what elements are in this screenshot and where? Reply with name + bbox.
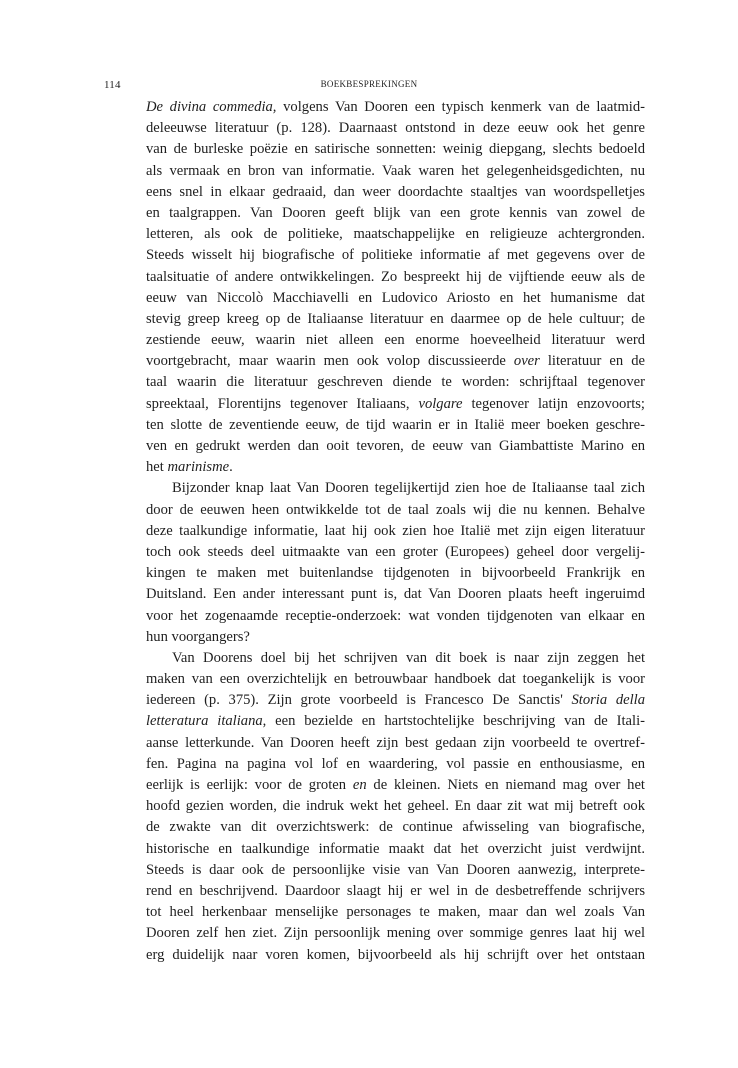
text-line xyxy=(146,733,645,754)
text-line xyxy=(146,817,645,838)
text-line xyxy=(146,139,645,160)
text-segment: het xyxy=(146,459,168,476)
text-line xyxy=(146,500,645,521)
text-line xyxy=(146,330,645,351)
text-line xyxy=(146,669,645,690)
text-segment: fen. Pagina na pagina vol lof en waardering, vol passie en enthousiasme, en xyxy=(146,755,645,772)
text-line xyxy=(146,881,645,902)
text-segment: zestiende eeuw, waarin niet alleen een enorme hoeveelheid literatuur werd xyxy=(146,332,645,349)
text-line xyxy=(146,182,645,203)
text-segment: taal waarin die literatuur geschreven diende te worden: schrijftaal tegenover xyxy=(146,374,645,391)
text-segment: ven en gedrukt werden dan ooit tevoren, de eeuw van Giambattiste Marino en xyxy=(146,438,645,454)
body-text xyxy=(146,97,645,966)
text-segment: Bijzonder knap laat Van Dooren tegelijkertijd zien hoe de Italiaanse taal zich xyxy=(172,480,645,497)
text-segment: tot heel herkenbaar menselijke personages te maken, maar dan wel zoals Van xyxy=(146,904,645,921)
text-segment: Duitsland. Een ander interessant punt is, dat Van Dooren plaats heeft ingeruimd xyxy=(146,586,645,603)
text-segment: aanse letterkunde. Van Dooren heeft zijn best gedaan zijn voorbeeld te overtref- xyxy=(146,734,645,751)
text-segment: volgens Van Dooren een typisch kenmerk van de laatmid- xyxy=(276,99,645,115)
text-segment: de kleinen. Niets en niemand mag over het xyxy=(366,777,645,793)
text-segment: , een bezielde en hartstochtelijke beschrijving van de Itali- xyxy=(262,713,645,730)
running-head: BOEKBESPREKINGEN xyxy=(320,79,418,89)
italic-text: over xyxy=(513,353,540,370)
text-line xyxy=(146,584,645,605)
text-segment: . xyxy=(229,459,233,476)
text-segment: eeuw van Niccolò Macchiavelli en Ludovico Ariosto en het humanisme dat xyxy=(146,289,645,306)
text-line xyxy=(146,415,645,436)
text-line xyxy=(146,839,645,860)
text-line xyxy=(146,457,645,478)
text-segment: toch ook steeds deel uitmaakte van een groter (Europees) geheel door vergelij- xyxy=(146,543,645,560)
italic-text: De divina commedia, xyxy=(146,99,277,115)
italic-text: letteratura italiana xyxy=(146,713,263,730)
text-line xyxy=(146,627,645,648)
text-segment: deleeuwse literatuur (p. 128). Daarnaast ontstond in deze eeuw ook het genre xyxy=(146,120,645,137)
text-line xyxy=(146,309,645,330)
text-segment: eerlijk is eerlijk: voor de groten xyxy=(146,777,353,793)
text-line xyxy=(146,161,645,182)
page-number: 114 xyxy=(104,79,121,91)
text-segment: eens snel in elkaar gedraaid, dan weer doordachte staaltjes van woordspelletjes xyxy=(146,183,645,200)
text-segment: historische en taalkundige informatie maakt dat het overzicht juist verdwijnt. xyxy=(146,840,645,857)
text-segment: spreektaal, Florentijns tegenover Italiaans, xyxy=(146,395,419,412)
text-line xyxy=(146,923,645,944)
text-segment: stevig greep kreeg op de Italiaanse literatuur en daarmee op de hele cultuur; de xyxy=(146,310,645,327)
text-segment: ten slotte de zeventiende eeuw, de tijd waarin er in Italië meer boeken geschre- xyxy=(146,416,645,433)
text-line xyxy=(146,542,645,563)
text-line xyxy=(146,711,645,732)
text-line xyxy=(146,945,645,966)
text-line xyxy=(146,648,645,669)
text-line xyxy=(146,563,645,584)
text-segment: door de eeuwen heen ontwikkelde tot de taal zoals wij die nu kennen. Behalve xyxy=(146,501,645,518)
text-segment: tegenover latijn enzovoorts; xyxy=(462,395,645,412)
text-line xyxy=(146,351,645,372)
text-segment: voor het zogenaamde receptie-onderzoek: wat vonden tijdgenoten van elkaar en xyxy=(146,607,645,624)
text-segment: Dooren zelf hen ziet. Zijn persoonlijk mening over sommige genres laat hij wel xyxy=(146,925,645,942)
text-line xyxy=(146,372,645,393)
text-segment: hun voorgangers? xyxy=(146,628,250,645)
text-segment: voortgebracht, maar waarin men ook volop discussieerde xyxy=(146,353,514,370)
text-line xyxy=(146,394,645,415)
text-segment: van de burleske poëzie en satirische sonnetten: weinig diepgang, slechts bedoeld xyxy=(146,141,645,158)
text-segment: de zwakte van dit overzichtswerk: de continue afwisseling van biografische, xyxy=(146,819,645,836)
text-segment: als vermaak en bron van informatie. Vaak waren het gelegenheidsgedichten, nu xyxy=(146,162,645,179)
text-segment: kingen te maken met buitenlandse tijdgenoten in bijvoorbeeld Frankrijk en xyxy=(146,565,645,582)
text-line xyxy=(146,860,645,881)
text-line xyxy=(146,690,645,711)
text-line xyxy=(146,796,645,817)
text-segment: maken van een overzichtelijk en betrouwbaar handboek dat toegankelijk is voor xyxy=(146,671,645,688)
text-segment: Van Doorens doel bij het schrijven van dit boek is naar zijn zeggen het xyxy=(172,649,645,666)
text-segment: en taalgrappen. Van Dooren geeft blijk van een grote kennis van zowel de xyxy=(146,204,645,221)
italic-text: volgare xyxy=(418,395,463,412)
text-segment: rend en beschrijvend. Daardoor slaagt hij er wel in de desbetreffende schrijvers xyxy=(146,882,645,899)
text-segment: taalsituatie of andere ontwikkelingen. Zo bespreekt hij de vijftiende eeuw als de xyxy=(146,268,645,285)
text-segment: deze taalkundige informatie, laat hij ook zien hoe Italië met zijn eigen literatuur xyxy=(146,522,645,539)
text-line xyxy=(146,436,645,457)
text-segment: hoofd gezien worden, die indruk wekt het geheel. En daar zit wat mij betreft ook xyxy=(146,798,645,815)
text-segment: letteren, als ook de politieke, maatschappelijke en religieuze achtergronden. xyxy=(146,226,645,243)
text-line xyxy=(146,245,645,266)
text-line xyxy=(146,267,645,288)
italic-text: marinisme xyxy=(167,459,230,476)
text-segment: Steeds is daar ook de persoonlijke visie van Van Dooren aanwezig, interprete- xyxy=(146,861,645,878)
text-line xyxy=(146,97,645,118)
text-line xyxy=(146,775,645,796)
text-line xyxy=(146,118,645,139)
text-segment: Steeds wisselt hij biografische of politieke informatie af met gegevens over de xyxy=(146,247,645,264)
italic-text: en xyxy=(352,777,367,793)
text-segment: iedereen (p. 375). Zijn grote voorbeeld is Francesco De Sanctis' xyxy=(146,692,572,709)
text-line xyxy=(146,288,645,309)
text-line xyxy=(146,478,645,499)
text-segment: literatuur en de xyxy=(539,353,645,370)
italic-text: Storia della xyxy=(571,692,645,709)
text-line xyxy=(146,754,645,775)
text-line xyxy=(146,902,645,923)
text-line xyxy=(146,521,645,542)
text-segment: erg duidelijk naar voren komen, bijvoorbeeld als hij schrijft over het ontstaan xyxy=(146,946,645,963)
text-line xyxy=(146,606,645,627)
text-line xyxy=(146,203,645,224)
text-line xyxy=(146,224,645,245)
